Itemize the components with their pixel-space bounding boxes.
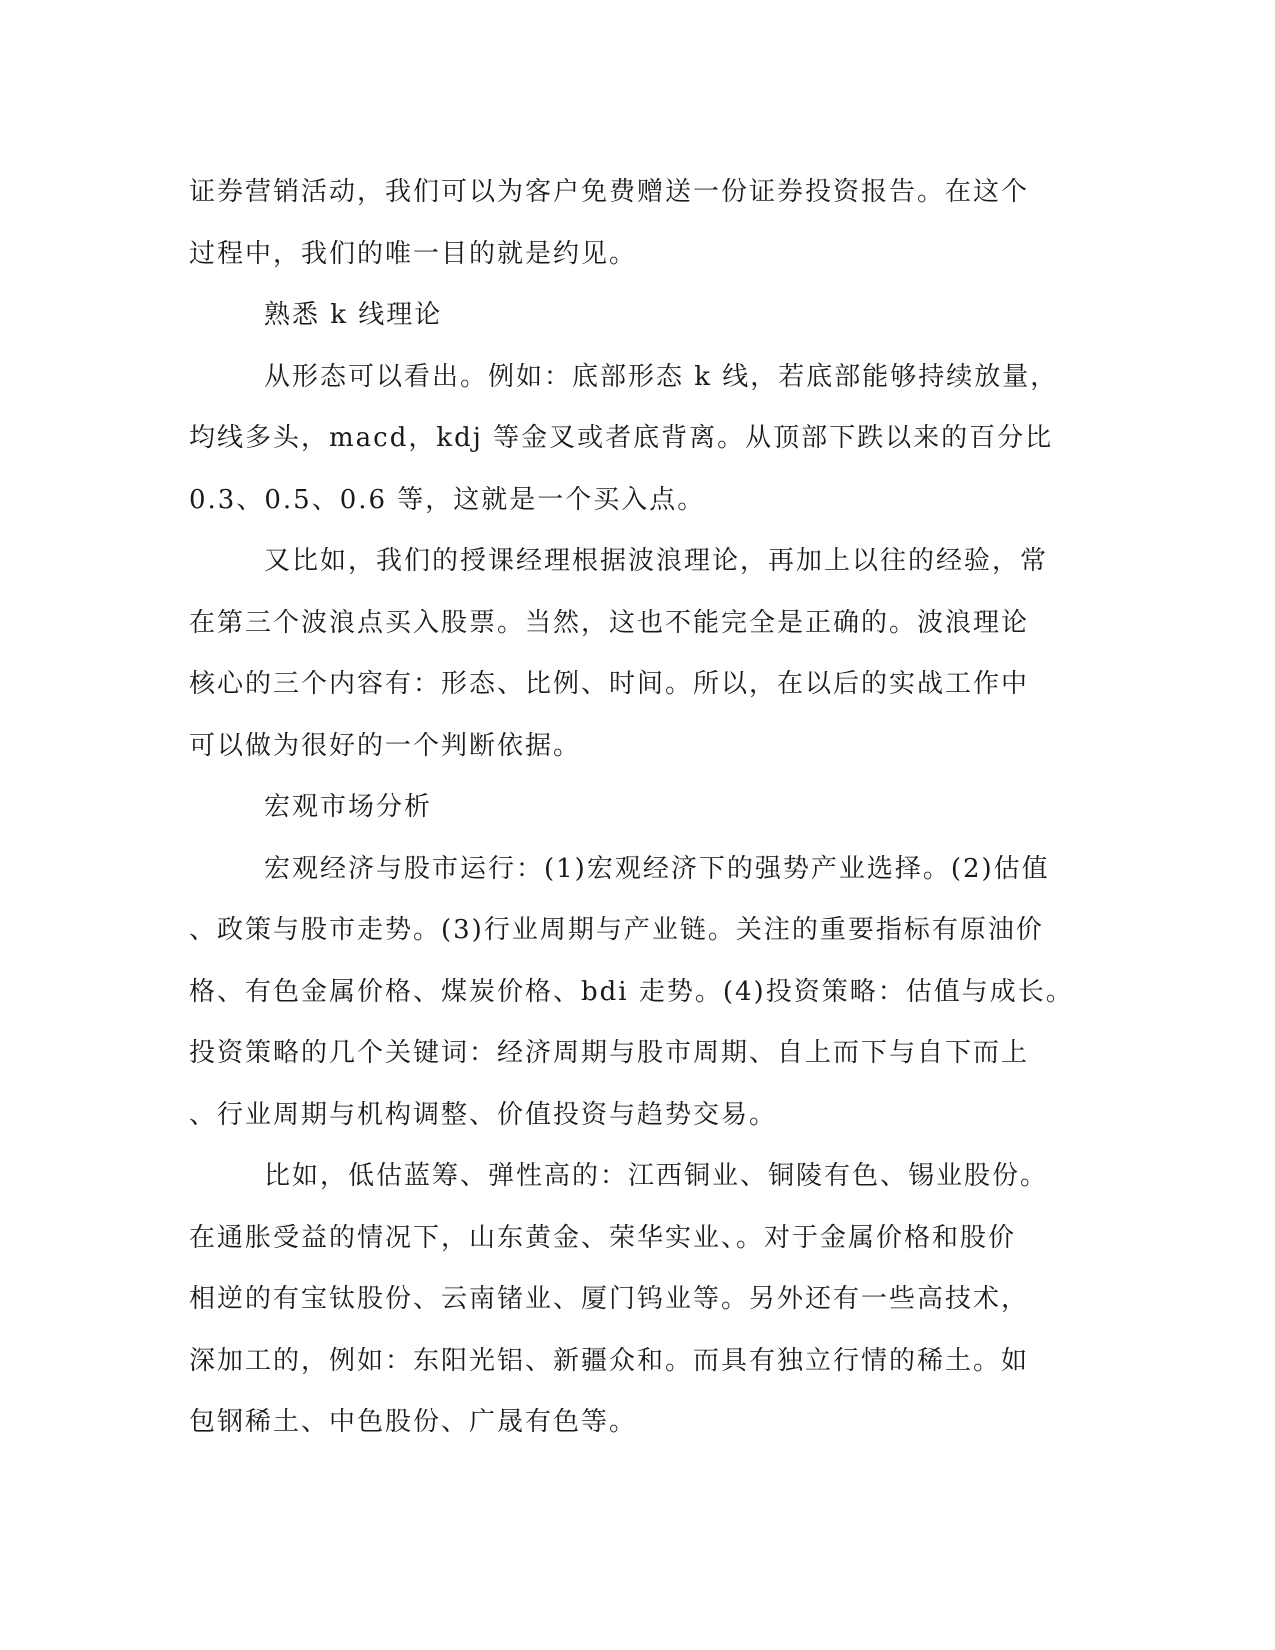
text-line: 相逆的有宝钛股份、云南锗业、厦门钨业等。另外还有一些高技术，: [189, 1284, 1030, 1314]
text-line: 在通胀受益的情况下，山东黄金、荣华实业、。对于金属价格和股价: [189, 1222, 1017, 1253]
text-line: 、行业周期与机构调整、价值投资与趋势交易。: [189, 1099, 778, 1130]
text-line: 包钢稀土、中色股份、广晟有色等。: [189, 1407, 638, 1437]
body-text: [189, 162, 1074, 1454]
text-line: 又比如，我们的授课经理根据波浪理论，再加上以往的经验，常: [264, 546, 1049, 576]
text-line: 可以做为很好的一个判断依据。: [189, 730, 582, 761]
text-line: 深加工的，例如：东阳光铝、新疆众和。而具有独立行情的稀土。如: [189, 1345, 1030, 1376]
text-line: 宏观经济与股市运行：(1)宏观经济下的强势产业选择。(2)估值: [264, 853, 1050, 884]
text-line: 在第三个波浪点买入股票。当然，这也不能完全是正确的。波浪理论: [189, 607, 1030, 638]
text-line: 过程中，我们的唯一目的就是约见。: [189, 238, 638, 269]
section-heading: 熟悉 k 线理论: [264, 300, 443, 330]
text-line: 比如，低估蓝筹、弹性高的：江西铜业、铜陵有色、锡业股份。: [264, 1161, 1049, 1191]
text-line: 均线多头，macd，kdj 等金叉或者底背离。从顶部下跌以来的百分比: [189, 423, 1054, 453]
text-line: 证券营销活动，我们可以为客户免费赠送一份证券投资报告。在这个: [189, 177, 1030, 207]
text-line: 投资策略的几个关键词：经济周期与股市周期、自上而下与自下而上: [189, 1038, 1030, 1068]
text-line: 、政策与股市走势。(3)行业周期与产业链。关注的重要指标有原油价: [189, 915, 1044, 945]
text-line: 0.3、0.5、0.6 等，这就是一个买入点。: [189, 484, 706, 515]
text-line: 从形态可以看出。例如：底部形态 k 线，若底部能够持续放量，: [264, 361, 1059, 392]
section-heading: 宏观市场分析: [264, 792, 433, 822]
text-line: 核心的三个内容有：形态、比例、时间。所以，在以后的实战工作中: [189, 669, 1030, 699]
text-line: 格、有色金属价格、煤炭价格、bdi 走势。(4)投资策略：估值与成长。: [189, 976, 1074, 1007]
